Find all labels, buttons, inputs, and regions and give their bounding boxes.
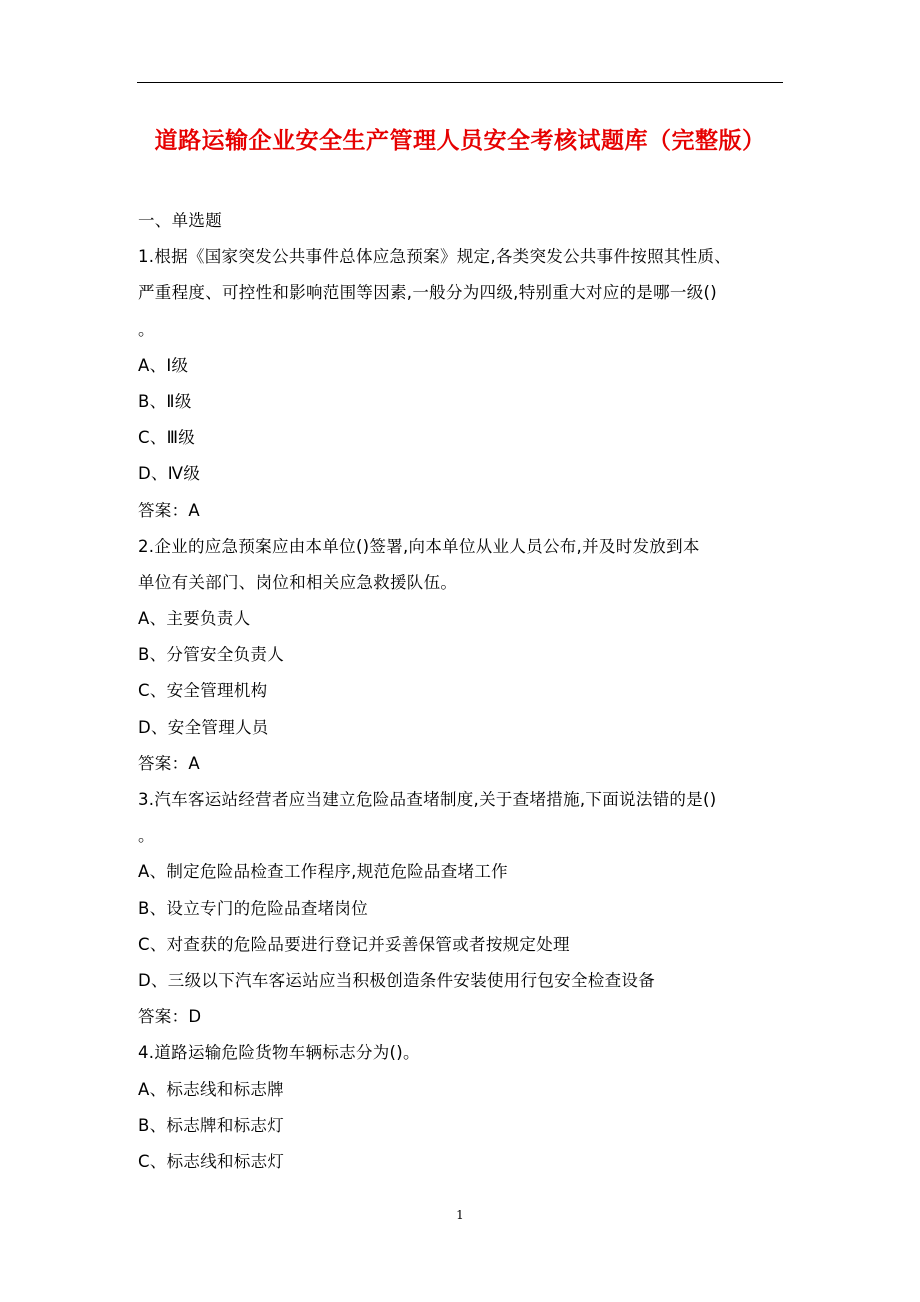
option-d: D、三级以下汽车客运站应当积极创造条件安装使用行包安全检查设备 xyxy=(138,970,656,990)
page-number: 1 xyxy=(456,1208,464,1222)
question-3 xyxy=(138,782,798,1035)
option-a: A、标志线和标志牌 xyxy=(138,1079,284,1099)
question-stem-line: 1.根据《国家突发公共事件总体应急预案》规定,各类突发公共事件按照其性质、 xyxy=(138,247,732,267)
option-c: C、标志线和标志灯 xyxy=(138,1151,285,1171)
question-stem-line: 严重程度、可控性和影响范围等因素,一般分为四级,特别重大对应的是哪一级() xyxy=(138,283,717,303)
document-body xyxy=(138,203,798,1180)
option-b: B、设立专门的危险品查堵岗位 xyxy=(138,898,369,918)
question-stem-line: 3.汽车客运站经营者应当建立危险品查堵制度,关于查堵措施,下面说法错的是() xyxy=(138,790,717,809)
option-c: C、Ⅲ级 xyxy=(138,428,196,448)
option-d: D、Ⅳ级 xyxy=(138,464,201,484)
answer: 答案：A xyxy=(138,500,200,520)
question-2 xyxy=(138,529,798,782)
question-4 xyxy=(138,1035,798,1180)
question-stem-line: 单位有关部门、岗位和相关应急救援队伍。 xyxy=(138,572,458,592)
answer: 答案：A xyxy=(138,753,200,773)
question-stem-line: 2.企业的应急预案应由本单位()签署,向本单位从业人员公布,并及时发放到本 xyxy=(138,536,700,556)
section-heading: 一、单选题 xyxy=(138,211,222,230)
option-d: D、安全管理人员 xyxy=(138,717,269,737)
question-stem-line: 4.道路运输危险货物车辆标志分为()。 xyxy=(138,1043,420,1063)
option-a: A、主要负责人 xyxy=(138,609,251,629)
question-stem-line: 。 xyxy=(138,319,155,339)
option-a: A、制定危险品检查工作程序,规范危险品查堵工作 xyxy=(138,862,508,882)
option-b: B、标志牌和标志灯 xyxy=(138,1115,285,1135)
option-a: A、Ⅰ级 xyxy=(138,355,189,375)
option-b: B、Ⅱ级 xyxy=(138,391,192,411)
option-c: C、安全管理机构 xyxy=(138,681,268,701)
question-stem-line: 。 xyxy=(138,826,155,846)
option-b: B、分管安全负责人 xyxy=(138,645,285,665)
document-title: 道路运输企业安全生产管理人员安全考核试题库（完整版） xyxy=(154,128,766,154)
header-rule xyxy=(137,82,783,83)
question-1 xyxy=(138,239,798,529)
answer: 答案：D xyxy=(138,1007,202,1027)
option-c: C、对查获的危险品要进行登记并妥善保管或者按规定处理 xyxy=(138,934,570,954)
